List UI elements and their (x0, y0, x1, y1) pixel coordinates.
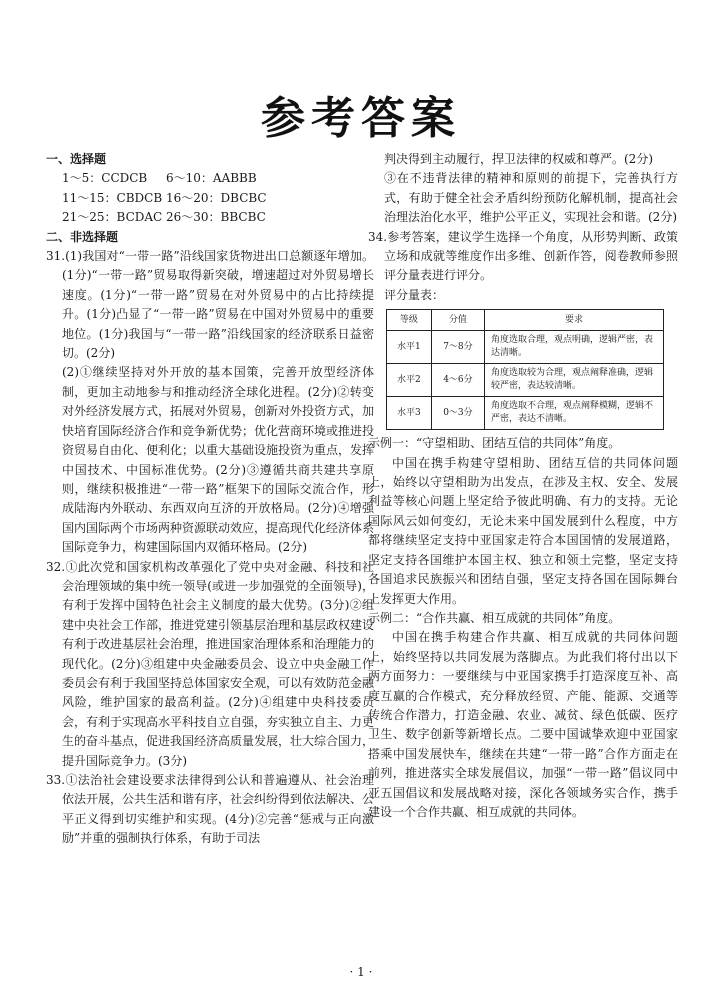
answer-cell: 16～20：DBCBC (166, 190, 267, 205)
section-heading-nonchoice: 二、非选择题 (46, 229, 119, 244)
rubric-label: 评分量表： (384, 287, 445, 302)
answer-33-continued: 判决得到主动履行，捍卫法律的权威和尊严。(2分) (384, 152, 653, 166)
rubric-row (387, 364, 664, 397)
page-title: 参考答案 (261, 93, 461, 144)
answer-cell: 21～25：BCDAC (62, 210, 163, 225)
page-number: · 1 · (349, 965, 373, 979)
rubric-score: 7～8分 (431, 331, 484, 364)
example2-title: 示例二：“合作共赢、相互成就的共同体”角度。 (368, 610, 621, 625)
rubric-header: 等级 (387, 310, 432, 331)
rubric-level: 水平1 (387, 331, 432, 364)
rubric-score: 0～3分 (431, 397, 484, 430)
answer-cell: 11～15：CBDCB (62, 190, 163, 205)
answer-row (46, 208, 374, 227)
answer-34: 34.参考答案，建议学生选择一个角度，从形势判断、政策立场和成就等维度作出多维、创新作答，阅卷教师参照评分量表进行评分。 (368, 229, 678, 283)
rubric-header: 分值 (431, 310, 484, 331)
rubric-header-row (387, 310, 664, 331)
rubric-row (387, 331, 664, 364)
answer-31-part2: (2)①继续坚持对外开放的基本国策，完善开放型经济体制，更加主动地参与和推动经济全球化进程。(2分)②转变对外经济发展方式，拓展对外贸易，创新对外投资方式，加快培育国际经济合作和竞争新优势；优化营商环境或推进投资贸易自由化、便利化；以重大基础设施投资为重点，发挥中国技术、中国标准优势。(2分)③遵循共商共建共享原则，继续积极推进“一带一路”框架下的国际交流合作，形成陆海内外联动、东西双向互济的开放格局。(2分)④增强国内国际两个市场两种资源联动效应，提高现代化经济体系国际竞争力，构建国际国内双循环格局。(2分) (62, 365, 375, 555)
answer-32: 32.①此次党和国家机构改革强化了党中央对金融、科技和社会治理领域的集中统一领导(或进一步加强党的全面领导)，有利于发挥中国特色社会主义制度的最大优势。(3分)②组建中央社会工作部，推进党建引领基层治理和基层政权建设有利于改进基层社会治理，推进国家治理体系和治理能力的现代化。(2分)③组建中央金融委员会、设立中央金融工作委员会有利于我国坚持总体国家安全观，可以有效防范金融风险，维护国家的最高利益。(2分)④组建中央科技委员会，有利于实现高水平科技自立自强，夯实独立自主、力更生的奋斗基点，促进我国经济高质量发展，壮大综合国力，提升国际竞争力。(3分) (46, 559, 375, 768)
rubric-row (387, 397, 664, 430)
rubric-header: 要求 (485, 310, 664, 331)
answer-33-part3: ③在不违背法律的精神和原则的前提下，完善执行方式，有助于健全社会矛盾纠纷预防化解机制，提高社会治理法治化水平，维护公平正义，实现社会和谐。(2分) (384, 171, 678, 225)
answer-cell: 26～30：BBCBC (166, 210, 266, 225)
answer-cell: 1～5：CCDCB (62, 171, 148, 186)
rubric-requirement: 角度选取合理，观点明确，逻辑严密，表达清晰。 (485, 331, 664, 364)
answer-cell: 6～10：AABBB (166, 171, 257, 186)
example1-title: 示例一：“守望相助、团结互信的共同体”角度。 (368, 436, 621, 451)
answer-row (46, 169, 374, 188)
rubric-level: 水平2 (387, 364, 432, 397)
answer-31-part1: 31.(1)我国对“一带一路”沿线国家货物进出口总额逐年增加。(1分)“一带一路”贸易取得新突破，增速超过对外贸易增长速度。(1分)“一带一路”贸易在对外贸易中的占比持续提升。(1分)凸显了“一带一路”贸易在中国对外贸易中的重要地位。(1分)我国与“一带一路”沿线国家的经济联系日益密切。(2分) (46, 249, 374, 361)
example1-body: 中国在携手构建守望相助、团结互信的共同体问题上，始终以守望相助为出发点，在涉及主权、安全、发展利益等核心问题上坚定给予彼此明确、有力的支持。无论国际风云如何变幻，无论未来中国发展到什么程度，中方都将继续坚定支持中亚国家走符合本国国情的发展道路，坚定支持各国维护本国主权、独立和领土完整，坚定支持各国追求民族振兴和团结自强，坚定支持各国在国际舞台上发挥更大作用。 (368, 455, 678, 606)
rubric-score: 4～6分 (431, 364, 484, 397)
right-column (368, 150, 678, 822)
left-column (46, 150, 374, 849)
answer-33: 33.①法治社会建设要求法律得到公认和普遍遵从、社会治理依法开展，公共生活和谐有序，社会纠纷得到依法解决、公平正义得到切实维护和实现。(4分)②完善“惩戒与正向激励”并重的强制执行体系，有助于司法 (46, 773, 375, 846)
section-heading-choice: 一、选择题 (46, 152, 107, 166)
rubric-level: 水平3 (387, 397, 432, 430)
answer-row (46, 189, 374, 208)
rubric-requirement: 角度选取较为合理，观点阐释准确，逻辑较严密，表达较清晰。 (485, 364, 664, 397)
example2-body: 中国在携手构建合作共赢、相互成就的共同体问题上，始终坚持以共同发展为落脚点。为此我们将付出以下两方面努力：一要继续与中亚国家携手打造深度互补、高度互赢的合作模式，充分释放经贸、产能、能源、交通等传统合作潜力，打造金融、农业、减贫、绿色低碳、医疗卫生、数字创新等新增长点。二要中国诚挚欢迎中亚国家搭乘中国发展快车，继续在共建“一带一路”合作方面走在前列，推进落实全球发展倡议，加强“一带一路”倡议同中亚五国倡议和发展战略对接，深化各领域务实合作，携手建设一个合作共赢、相互成就的共同体。 (368, 630, 678, 819)
rubric-requirement: 角度选取不合理，观点阐释模糊，逻辑不严密，表达不清晰。 (485, 397, 664, 430)
rubric-table (386, 309, 664, 430)
